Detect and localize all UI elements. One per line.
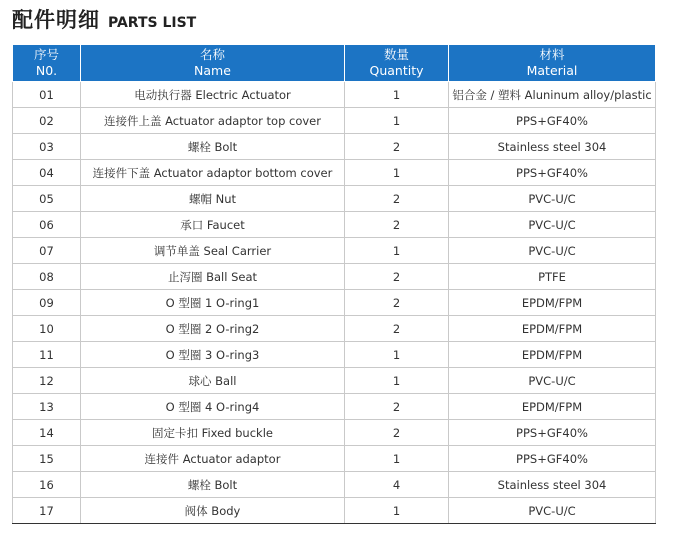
cell-number: 15 [13,446,81,472]
table-row [13,134,656,160]
cell-quantity: 1 [345,82,449,108]
cell-material: PPS+GF40% [449,446,656,472]
cell-quantity: 2 [345,316,449,342]
table-row [13,472,656,498]
cell-name: 调节单盖 Seal Carrier [81,238,345,264]
header-quantity [345,45,449,82]
cell-quantity: 1 [345,342,449,368]
parts-table [12,44,656,524]
table-row [13,368,656,394]
cell-material: PPS+GF40% [449,420,656,446]
header-name-en: Name [194,63,231,78]
header-quantity-cn: 数量 [383,47,409,62]
title-english: PARTS LIST [108,15,197,31]
cell-quantity: 4 [345,472,449,498]
cell-number: 01 [13,82,81,108]
cell-name: 连接件下盖 Actuator adaptor bottom cover [81,160,345,186]
cell-name: 止泻圈 Ball Seat [81,264,345,290]
cell-quantity: 1 [345,160,449,186]
cell-quantity: 2 [345,186,449,212]
cell-number: 03 [13,134,81,160]
cell-material: Stainless steel 304 [449,472,656,498]
document-title [12,4,196,38]
cell-material: PTFE [449,264,656,290]
cell-name: O 型圈 2 O-ring2 [81,316,345,342]
cell-number: 04 [13,160,81,186]
parts-table-body [13,82,656,524]
cell-number: 08 [13,264,81,290]
cell-quantity: 2 [345,420,449,446]
cell-name: O 型圈 3 O-ring3 [81,342,345,368]
cell-material: EPDM/FPM [449,290,656,316]
table-row [13,290,656,316]
parts-table-header [13,45,656,82]
table-row [13,238,656,264]
cell-number: 07 [13,238,81,264]
table-row [13,264,656,290]
cell-material: Stainless steel 304 [449,134,656,160]
header-material [449,45,656,82]
header-quantity-en: Quantity [369,63,424,78]
cell-quantity: 2 [345,394,449,420]
cell-number: 12 [13,368,81,394]
cell-material: PPS+GF40% [449,160,656,186]
cell-material: PPS+GF40% [449,108,656,134]
cell-quantity: 1 [345,446,449,472]
table-row [13,498,656,524]
cell-name: 螺帽 Nut [81,186,345,212]
cell-number: 13 [13,394,81,420]
header-name [81,45,345,82]
table-row [13,108,656,134]
table-row [13,342,656,368]
cell-number: 05 [13,186,81,212]
cell-quantity: 2 [345,290,449,316]
cell-quantity: 2 [345,264,449,290]
cell-material: EPDM/FPM [449,316,656,342]
table-row [13,394,656,420]
header-material-cn: 材料 [539,47,565,62]
table-row [13,446,656,472]
cell-material: 铝合金 / 塑料 Aluninum alloy/plastic [449,82,656,108]
cell-name: O 型圈 4 O-ring4 [81,394,345,420]
header-row [13,45,656,82]
cell-quantity: 2 [345,134,449,160]
table-row [13,160,656,186]
cell-material: PVC-U/C [449,498,656,524]
header-number-en: N0. [35,63,58,78]
cell-material: PVC-U/C [449,238,656,264]
cell-number: 17 [13,498,81,524]
cell-name: 螺栓 Bolt [81,472,345,498]
cell-name: 连接件 Actuator adaptor [81,446,345,472]
cell-quantity: 1 [345,238,449,264]
title-chinese: 配件明细 [12,8,100,32]
cell-material: EPDM/FPM [449,342,656,368]
table-row [13,212,656,238]
table-row [13,316,656,342]
cell-number: 09 [13,290,81,316]
cell-number: 06 [13,212,81,238]
cell-number: 10 [13,316,81,342]
cell-material: PVC-U/C [449,186,656,212]
header-name-cn: 名称 [199,47,225,62]
table-row [13,420,656,446]
cell-number: 14 [13,420,81,446]
header-material-en: Material [526,63,578,78]
cell-quantity: 2 [345,212,449,238]
cell-name: 承口 Faucet [81,212,345,238]
cell-name: 球心 Ball [81,368,345,394]
cell-quantity: 1 [345,108,449,134]
cell-quantity: 1 [345,498,449,524]
cell-number: 16 [13,472,81,498]
table-row [13,82,656,108]
cell-material: EPDM/FPM [449,394,656,420]
cell-number: 02 [13,108,81,134]
cell-name: 连接件上盖 Actuator adaptor top cover [81,108,345,134]
header-number-cn: 序号 [33,47,59,62]
cell-quantity: 1 [345,368,449,394]
cell-name: 阀体 Body [81,498,345,524]
cell-material: PVC-U/C [449,212,656,238]
table-row [13,186,656,212]
cell-name: 固定卡扣 Fixed buckle [81,420,345,446]
cell-number: 11 [13,342,81,368]
cell-material: PVC-U/C [449,368,656,394]
header-number [13,45,81,82]
cell-name: 螺栓 Bolt [81,134,345,160]
cell-name: 电动执行器 Electric Actuator [81,82,345,108]
cell-name: O 型圈 1 O-ring1 [81,290,345,316]
